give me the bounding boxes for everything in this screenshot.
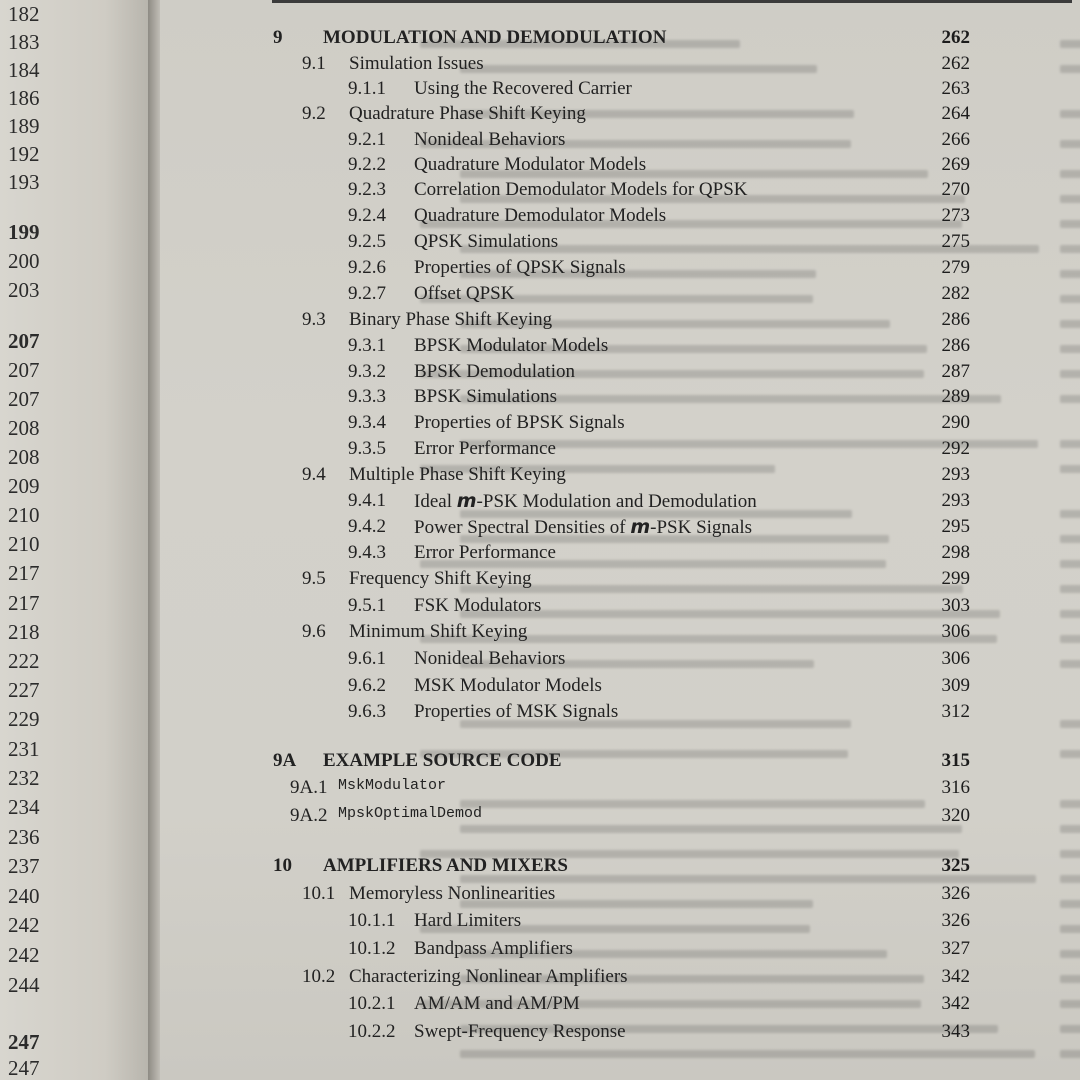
toc-page-number: 262	[941, 27, 970, 48]
toc-entry-subsection[interactable]	[160, 910, 1080, 936]
toc-title: AMPLIFIERS AND MIXERS	[323, 855, 568, 876]
facing-page-number: 237	[8, 854, 40, 878]
toc-number: 9.2.4	[348, 205, 386, 226]
toc-number: 9.4.2	[348, 516, 386, 537]
toc-entry-subsection[interactable]	[160, 78, 1080, 104]
toc-number: 9.3.3	[348, 386, 386, 407]
facing-page-number: 247	[8, 1056, 40, 1080]
toc-page-number: 289	[941, 386, 970, 407]
toc-entry-subsection[interactable]	[160, 412, 1080, 438]
toc-number: 9.2.3	[348, 179, 386, 200]
toc-number: 9.2.7	[348, 283, 386, 304]
toc-entry-subsection[interactable]	[160, 231, 1080, 257]
toc-number: 9	[273, 27, 283, 48]
toc-title: Error Performance	[414, 542, 556, 563]
facing-page-number: 200	[8, 249, 40, 273]
toc-page-number: 286	[941, 309, 970, 330]
left-page-edge	[0, 0, 150, 1080]
toc-entry-subsection[interactable]	[160, 154, 1080, 180]
toc-entry-section[interactable]	[160, 309, 1080, 335]
toc-number: 9A	[273, 750, 297, 771]
toc-number: 9.3.2	[348, 361, 386, 382]
toc-page-number: 325	[941, 855, 970, 876]
toc-number: 10.1.1	[348, 910, 396, 931]
toc-title: Nonideal Behaviors	[414, 129, 566, 150]
toc-title: Quadrature Phase Shift Keying	[349, 103, 586, 124]
facing-page-number: 229	[8, 707, 40, 731]
toc-page-number: 275	[941, 231, 970, 252]
facing-page-number: 236	[8, 825, 40, 849]
toc-page-number: 320	[941, 805, 970, 826]
toc-title: BPSK Modulator Models	[414, 335, 609, 356]
toc-page-number: 293	[941, 464, 970, 485]
toc-page-number: 306	[941, 621, 970, 642]
toc-entry-subsection[interactable]	[160, 490, 1080, 516]
toc-number: 9.6.3	[348, 701, 386, 722]
toc-title: AM/AM and AM/PM	[414, 993, 580, 1014]
facing-page-number: 244	[8, 973, 40, 997]
toc-entry-subsection[interactable]	[160, 205, 1080, 231]
facing-page-number: 182	[8, 2, 40, 26]
toc-page-number: 286	[941, 335, 970, 356]
toc-entry-section[interactable]	[160, 621, 1080, 647]
toc-page-number: 315	[941, 750, 970, 771]
toc-number: 9.3	[302, 309, 326, 330]
facing-page-number: 217	[8, 561, 40, 585]
facing-page-number: 240	[8, 884, 40, 908]
toc-title: Characterizing Nonlinear Amplifiers	[349, 966, 628, 987]
toc-title: Error Performance	[414, 438, 556, 459]
facing-page-number: 210	[8, 532, 40, 556]
toc-title: Offset QPSK	[414, 283, 515, 304]
facing-page-number: 209	[8, 474, 40, 498]
facing-page-number: 242	[8, 943, 40, 967]
toc-page-number: 290	[941, 412, 970, 433]
facing-page-number: 210	[8, 503, 40, 527]
facing-page-number: 222	[8, 649, 40, 673]
toc-entry-section[interactable]	[160, 966, 1080, 992]
facing-page-number: 186	[8, 86, 40, 110]
toc-title: Properties of BPSK Signals	[414, 412, 625, 433]
toc-title: Multiple Phase Shift Keying	[349, 464, 566, 485]
toc-entry-section[interactable]	[160, 53, 1080, 79]
toc-entry-section[interactable]	[160, 464, 1080, 490]
facing-page-number: 208	[8, 416, 40, 440]
toc-page-number: 326	[941, 883, 970, 904]
toc-entry-code[interactable]	[160, 777, 1080, 803]
facing-page-number: 232	[8, 766, 40, 790]
toc-page-number: 270	[941, 179, 970, 200]
facing-page-number: 231	[8, 737, 40, 761]
toc-page-number: 273	[941, 205, 970, 226]
toc-entry-subsection[interactable]	[160, 701, 1080, 727]
toc-number: 9.6	[302, 621, 326, 642]
toc-number: 9.4.1	[348, 490, 386, 511]
toc-page-number: 262	[941, 53, 970, 74]
facing-page-number: 192	[8, 142, 40, 166]
toc-title: Memoryless Nonlinearities	[349, 883, 556, 904]
toc-number: 10.1.2	[348, 938, 396, 959]
toc-number: 9.2.2	[348, 154, 386, 175]
toc-number: 9.3.5	[348, 438, 386, 459]
toc-entry-subsection[interactable]	[160, 386, 1080, 412]
toc-number: 9.5	[302, 568, 326, 589]
toc-number: 9.1	[302, 53, 326, 74]
toc-entry-subsection[interactable]	[160, 179, 1080, 205]
toc-title: Quadrature Modulator Models	[414, 154, 647, 175]
toc-number: 10.1	[302, 883, 336, 904]
facing-page-number: 184	[8, 58, 40, 82]
toc-title: Minimum Shift Keying	[349, 621, 528, 642]
toc-title: Bandpass Amplifiers	[414, 938, 573, 959]
toc-title: Hard Limiters	[414, 910, 522, 931]
facing-page-number: 183	[8, 30, 40, 54]
toc-entry-chapter[interactable]	[160, 855, 1080, 881]
toc-page-number: 282	[941, 283, 970, 304]
toc-number: 9.2.1	[348, 129, 386, 150]
toc-page-number: 292	[941, 438, 970, 459]
toc-page-number: 295	[941, 516, 970, 537]
toc-title: BPSK Simulations	[414, 386, 558, 407]
toc-entry-chapter[interactable]	[160, 27, 1080, 53]
toc-page-number: 343	[941, 1021, 970, 1042]
toc-page-number: 264	[941, 103, 970, 124]
toc-entry-subsection[interactable]	[160, 129, 1080, 155]
toc-entry-subsection[interactable]	[160, 438, 1080, 464]
toc-title: Properties of MSK Signals	[414, 701, 619, 722]
toc-title: Binary Phase Shift Keying	[349, 309, 553, 330]
facing-page-number: 242	[8, 913, 40, 937]
toc-page-number: 326	[941, 910, 970, 931]
toc-page-number: 316	[941, 777, 970, 798]
facing-page-number: 217	[8, 591, 40, 615]
toc-page-number: 287	[941, 361, 970, 382]
toc-title: MODULATION AND DEMODULATION	[323, 27, 667, 48]
toc-page-number: 266	[941, 129, 970, 150]
toc-number: 9.1.1	[348, 78, 386, 99]
toc-title: Using the Recovered Carrier	[414, 78, 632, 99]
top-rule	[272, 0, 1072, 3]
toc-number: 10.2.2	[348, 1021, 396, 1042]
toc-number: 9.4	[302, 464, 326, 485]
toc-page-number: 279	[941, 257, 970, 278]
toc-entry-code[interactable]	[160, 805, 1080, 831]
toc-page-number: 342	[941, 993, 970, 1014]
facing-page-number: 193	[8, 170, 40, 194]
toc-entry-subsection[interactable]	[160, 257, 1080, 283]
toc-entry-chapter[interactable]	[160, 750, 1080, 776]
toc-entry-subsection[interactable]	[160, 361, 1080, 387]
toc-entry-section[interactable]	[160, 103, 1080, 129]
toc-number: 9.4.3	[348, 542, 386, 563]
toc-title: Simulation Issues	[349, 53, 484, 74]
toc-number: 9.6.1	[348, 648, 386, 669]
toc-page-number: 327	[941, 938, 970, 959]
toc-title: MpskOptimalDemod	[338, 805, 483, 822]
facing-page-number: 189	[8, 114, 40, 138]
toc-title: Nonideal Behaviors	[414, 648, 566, 669]
toc-title: Properties of QPSK Signals	[414, 257, 626, 278]
facing-page-number: 234	[8, 795, 40, 819]
toc-page-number: 263	[941, 78, 970, 99]
facing-page-number: 247	[8, 1030, 40, 1054]
facing-page-number: 218	[8, 620, 40, 644]
toc-number: 9.2.5	[348, 231, 386, 252]
toc-page-number: 269	[941, 154, 970, 175]
toc-number: 10.2.1	[348, 993, 396, 1014]
facing-page-number: 203	[8, 278, 40, 302]
toc-title: MSK Modulator Models	[414, 675, 602, 696]
toc-title: Power Spectral Densities of m-PSK Signals	[414, 516, 753, 538]
toc-page	[160, 0, 1080, 1080]
facing-page-number: 199	[8, 220, 40, 244]
toc-entry-subsection[interactable]	[160, 595, 1080, 621]
toc-entry-subsection[interactable]	[160, 283, 1080, 309]
toc-entry-subsection[interactable]	[160, 542, 1080, 568]
toc-title: QPSK Simulations	[414, 231, 559, 252]
toc-entry-section[interactable]	[160, 568, 1080, 594]
toc-number: 9A.2	[290, 805, 328, 826]
toc-title: Quadrature Demodulator Models	[414, 205, 667, 226]
facing-page-number: 207	[8, 329, 40, 353]
facing-page-number: 208	[8, 445, 40, 469]
toc-entry-subsection[interactable]	[160, 938, 1080, 964]
toc-entry-subsection[interactable]	[160, 335, 1080, 361]
toc-number: 9.6.2	[348, 675, 386, 696]
toc-title: Frequency Shift Keying	[349, 568, 532, 589]
toc-title: BPSK Demodulation	[414, 361, 575, 382]
toc-number: 10	[273, 855, 292, 876]
toc-title: Correlation Demodulator Models for QPSK	[414, 179, 748, 200]
toc-title: MskModulator	[338, 777, 447, 794]
toc-number: 9.2.6	[348, 257, 386, 278]
toc-entry-subsection[interactable]	[160, 675, 1080, 701]
toc-number: 9A.1	[290, 777, 328, 798]
toc-number: 9.3.4	[348, 412, 386, 433]
toc-page-number: 309	[941, 675, 970, 696]
toc-entry-subsection[interactable]	[160, 1021, 1080, 1047]
toc-page-number: 312	[941, 701, 970, 722]
toc-entry-section[interactable]	[160, 883, 1080, 909]
toc-number: 10.2	[302, 966, 336, 987]
toc-page-number: 306	[941, 648, 970, 669]
facing-page-number: 207	[8, 387, 40, 411]
toc-title: Ideal m-PSK Modulation and Demodulation	[414, 490, 757, 512]
toc-number: 9.5.1	[348, 595, 386, 616]
toc-page-number: 293	[941, 490, 970, 511]
toc-page-number: 299	[941, 568, 970, 589]
toc-page-number: 303	[941, 595, 970, 616]
toc-page-number: 298	[941, 542, 970, 563]
facing-page-number: 227	[8, 678, 40, 702]
toc-entry-subsection[interactable]	[160, 516, 1080, 542]
toc-title: EXAMPLE SOURCE CODE	[323, 750, 562, 771]
toc-number: 9.3.1	[348, 335, 386, 356]
facing-page-number: 207	[8, 358, 40, 382]
toc-page-number: 342	[941, 966, 970, 987]
toc-title: Swept-Frequency Response	[414, 1021, 626, 1042]
toc-title: FSK Modulators	[414, 595, 542, 616]
toc-number: 9.2	[302, 103, 326, 124]
toc-entry-subsection[interactable]	[160, 648, 1080, 674]
toc-entry-subsection[interactable]	[160, 993, 1080, 1019]
